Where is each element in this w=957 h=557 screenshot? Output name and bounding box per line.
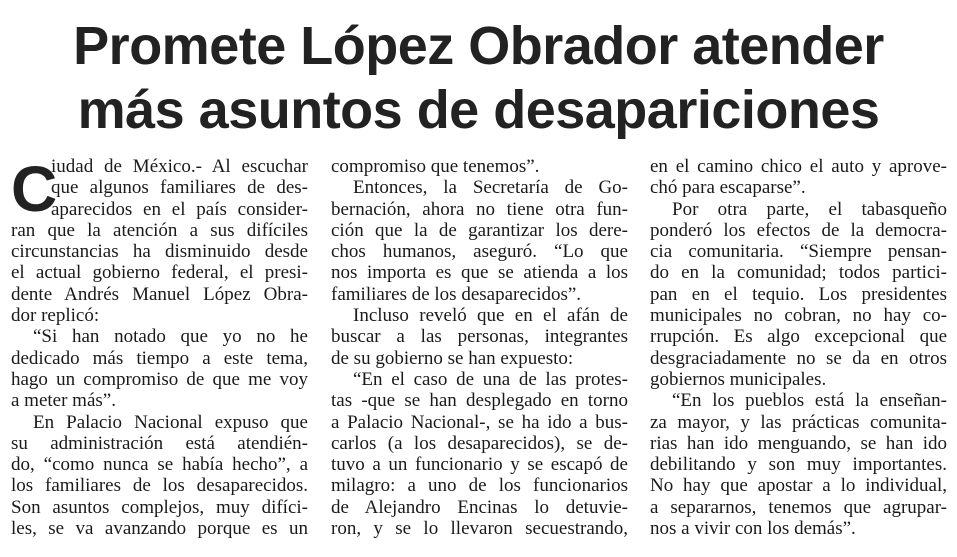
text-line: za mayor, y las prácticas comunita- (650, 411, 947, 433)
text-line: que algunos familiares de des- (51, 177, 308, 199)
text-line: a meter más”. (11, 390, 116, 412)
text-line: carlos (a los desaparecidos), se de- (331, 432, 628, 454)
text-line: dedicado más tiempo a este tema, (11, 347, 308, 369)
text-line: tas -que se han desplegado en torno (331, 390, 628, 412)
text-line: Por otra parte, el tabasqueño (672, 198, 947, 220)
text-line: Entonces, la Secretaría de Go- (353, 177, 628, 199)
text-line: nos importa es que se atienda a los (331, 262, 628, 284)
text-line: chó para escaparse”. (650, 177, 806, 199)
text-line: a Palacio Nacional-, se ha ido a bus- (331, 411, 628, 433)
headline-line-2: más asuntos de desapariciones (77, 80, 880, 140)
text-line: ran que la atención a sus difíciles (11, 219, 308, 241)
text-line: do en la comunidad; todos partici- (650, 262, 947, 284)
text-line: rias han ido menguando, se han ido (650, 432, 947, 454)
text-line: municipales no cobran, no hay co- (650, 305, 947, 327)
text-line: milagro: a uno de los funcionarios (331, 475, 628, 497)
text-line: ron, y se lo llevaron secuestrando, (331, 518, 628, 540)
text-line: “Si han notado que yo no he (33, 326, 308, 348)
text-line: aparecidos en el país consider- (51, 198, 308, 220)
text-line: iudad de México.- Al escuchar (51, 156, 308, 177)
text-line: a separarnos, tenemos que agrupar- (650, 496, 947, 518)
text-line: de su gobierno se han expuesto: (331, 347, 574, 369)
text-line: de Alejandro Encinas lo detuvie- (331, 496, 628, 518)
text-line: chos humanos, aseguró. “Lo que (331, 241, 628, 263)
text-line: tuvo a un funcionario y se escapó de (331, 454, 628, 476)
text-line: “En los pueblos está la enseñan- (672, 390, 947, 412)
text-line: do, “como nunca se había hecho”, a (11, 454, 308, 476)
text-line: los familiares de los desaparecidos. (11, 475, 308, 497)
text-line: Son asuntos complejos, muy difíci- (11, 496, 308, 518)
text-line: les, se va avanzando porque es un (11, 518, 308, 540)
text-line: el actual gobierno federal, el presi- (11, 262, 308, 284)
text-line: debilitando y son muy importantes. (650, 454, 947, 476)
text-line: “En el caso de una de las protes- (353, 368, 628, 390)
text-line: hago un compromiso de que me voy (11, 368, 308, 390)
text-line: circunstancias ha disminuido desde (11, 241, 308, 263)
text-line: bernación, ahora no tiene otra fun- (331, 198, 628, 220)
text-line: buscar a las personas, integrantes (331, 326, 628, 348)
text-line: dente Andrés Manuel López Obra- (11, 283, 308, 305)
text-line: pan en el tequio. Los presidentes (650, 283, 947, 305)
text-line: dor replicó: (11, 305, 100, 327)
article-column-1 (11, 153, 308, 540)
article-column-3 (650, 156, 947, 539)
text-line: ponderó los efectos de la democra- (650, 219, 947, 241)
text-line: compromiso que tenemos”. (331, 156, 540, 177)
text-line: rrupción. Es algo excepcional que (650, 326, 947, 348)
text-line: No hay que apostar a lo individual, (650, 475, 947, 497)
text-line: desgraciadamente no se da en otros (650, 347, 947, 369)
text-line: Incluso reveló que en el afán de (353, 305, 628, 327)
headline-line-1: Promete López Obrador atender (73, 16, 884, 76)
drop-cap: C (11, 153, 58, 225)
text-line: cia comunitaria. “Siempre pensan- (650, 241, 947, 263)
text-line: nos a vivir con los demás”. (650, 518, 856, 540)
text-line: gobiernos municipales. (650, 368, 827, 390)
text-line: familiares de los desaparecidos”. (331, 283, 582, 305)
text-line: En Palacio Nacional expuso que (33, 411, 308, 433)
text-line: en el camino chico el auto y aprove- (650, 156, 947, 177)
headline (0, 14, 957, 142)
article-column-2 (331, 156, 628, 539)
text-line: ción que la de garantizar los dere- (331, 219, 628, 241)
text-line: su administración está atendién- (11, 432, 308, 454)
